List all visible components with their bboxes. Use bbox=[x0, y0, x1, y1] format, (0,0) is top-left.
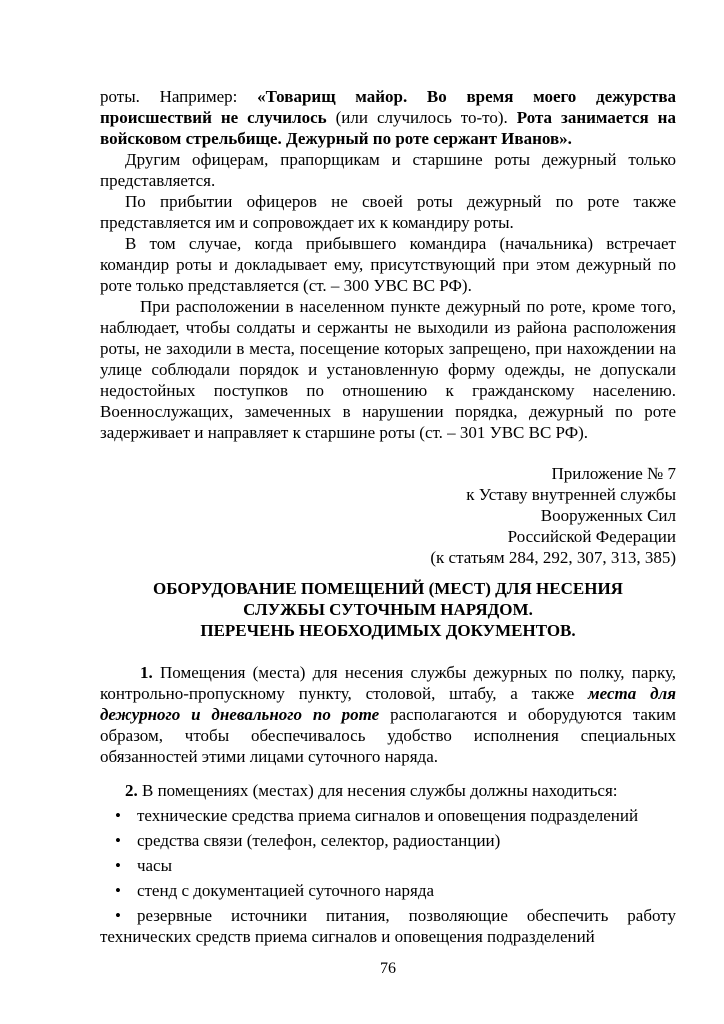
text-run: Другим офицерам, прапорщикам и старшине роты дежурный только представляется. bbox=[100, 150, 676, 190]
text-run: Помещения (места) для несения службы дежурных по полку, парку, контрольно-пропускному пункту, столовой, штабу, а также bbox=[100, 663, 677, 703]
numbered-paragraph bbox=[100, 780, 676, 801]
numbered-paragraph bbox=[100, 662, 676, 767]
text-run: 1. bbox=[140, 663, 160, 682]
text-run: (или случилось то-то). bbox=[326, 108, 517, 127]
text-run: По прибытии офицеров не своей роты дежурный по роте также представляется им и сопровождает их к командиру роты. bbox=[100, 192, 676, 232]
appendix-line: Приложение № 7 bbox=[551, 464, 676, 483]
list-item bbox=[100, 830, 676, 851]
list-item-text: часы bbox=[136, 856, 173, 875]
text-run: 2. bbox=[125, 781, 142, 800]
heading-line: СЛУЖБЫ СУТОЧНЫМ НАРЯДОМ. bbox=[243, 600, 533, 619]
section-heading bbox=[100, 578, 676, 641]
appendix-line: Вооруженных Сил bbox=[540, 506, 676, 525]
list-item-text: средства связи (телефон, селектор, радиостанции) bbox=[136, 831, 501, 850]
heading-line: ПЕРЕЧЕНЬ НЕОБХОДИМЫХ ДОКУМЕНТОВ. bbox=[200, 621, 576, 640]
paragraph bbox=[100, 296, 676, 443]
bullet-list bbox=[100, 805, 676, 947]
list-item-text: стенд с документацией суточного наряда bbox=[136, 881, 435, 900]
appendix-block bbox=[100, 463, 676, 568]
text-run: В помещениях (местах) для несения службы должны находиться: bbox=[142, 781, 618, 800]
list-item-text: технические средства приема сигналов и оповещения подразделений bbox=[136, 806, 639, 825]
bullet-icon: • bbox=[115, 881, 121, 900]
text-run: При расположении в населенном пункте дежурный по роте, кроме того, наблюдает, чтобы солдаты и сержанты не выходили из района расположения роты, не заходили в места, посещение которых запрещено, при нахождении на улице соблюдали порядок и установленную форму одежды, не допускали недостойных поступков по отношению к гражданскому населению. Военнослужащих, замеченных в нарушении порядка, дежурный по роте задерживает и направляет к старшине роты (ст. – 301 УВС ВС РФ). bbox=[100, 297, 676, 442]
text-run: «Товарищ майор. Во время моего дежурства происшествий не случилось bbox=[100, 87, 676, 127]
paragraph bbox=[100, 86, 676, 149]
bullet-icon: • bbox=[115, 831, 121, 850]
paragraph bbox=[100, 191, 676, 233]
list-item bbox=[100, 905, 676, 947]
heading-line: ОБОРУДОВАНИЕ ПОМЕЩЕНИЙ (МЕСТ) ДЛЯ НЕСЕНИЯ bbox=[153, 579, 623, 598]
bullet-icon: • bbox=[115, 906, 121, 925]
paragraph bbox=[100, 233, 676, 296]
list-item bbox=[100, 880, 676, 901]
appendix-line: (к статьям 284, 292, 307, 313, 385) bbox=[430, 548, 676, 567]
paragraph bbox=[100, 149, 676, 191]
text-run: роты. Например: bbox=[100, 87, 258, 106]
bullet-icon: • bbox=[115, 856, 121, 875]
list-item-text: резервные источники питания, позволяющие обеспечить работу технических средств приема сигналов и оповещения подразделений bbox=[100, 906, 676, 946]
body-paragraphs bbox=[100, 86, 676, 443]
appendix-line: Российской Федерации bbox=[507, 527, 676, 546]
numbered-paragraphs bbox=[100, 662, 676, 801]
text-run: Рота занимается на войсковом стрельбище. Дежурный по роте сержант Иванов». bbox=[100, 108, 676, 148]
text-run: располагаются и оборудуются таким образом, чтобы обеспечивалось удобство исполнения специальных обязанностей этими лицами суточного наряда. bbox=[100, 705, 676, 766]
text-run: места для дежурного и дневального по роте bbox=[100, 684, 677, 724]
page-number: 76 bbox=[380, 960, 396, 977]
text-run: В том случае, когда прибывшего командира (начальника) встречает командир роты и докладывает ему, присутствующий при этом дежурный по роте только представляется (ст. – 300 УВС ВС РФ). bbox=[100, 234, 676, 295]
list-item bbox=[100, 805, 676, 826]
appendix-line: к Уставу внутренней службы bbox=[466, 485, 676, 504]
list-item bbox=[100, 855, 676, 876]
bullet-icon: • bbox=[115, 806, 121, 825]
